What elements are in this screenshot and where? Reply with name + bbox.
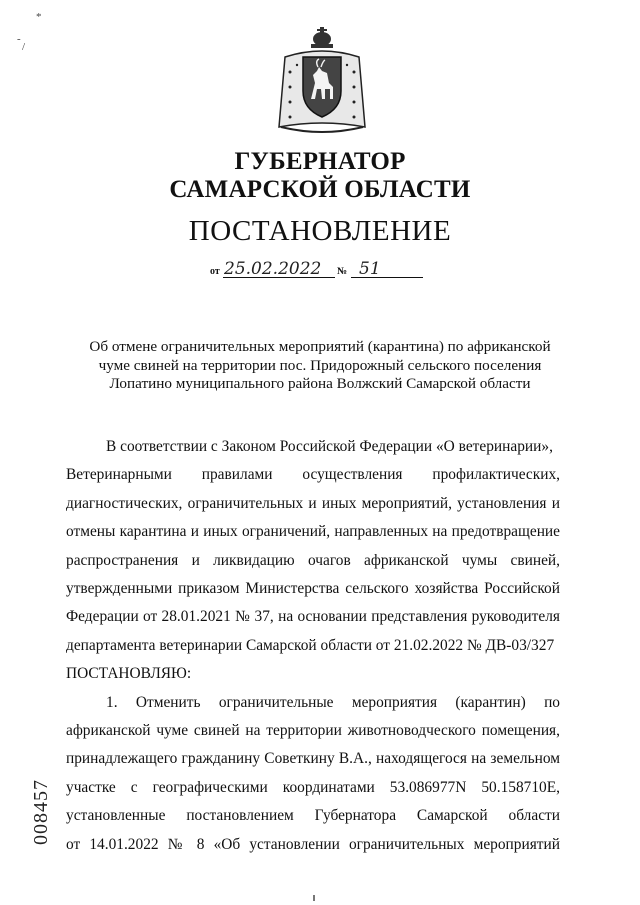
body-line: Федерации от 28.01.2021 № 37, на основании представления руководителя <box>66 608 560 626</box>
corner-mark: * <box>36 11 42 23</box>
date-value: 25.02.2022 <box>224 259 322 279</box>
corner-mark: - <box>17 33 21 45</box>
item-line: африканской чуме свиней на территории животноводческого помещения, <box>66 722 560 740</box>
document-body <box>66 433 560 859</box>
body-line: Ветеринарными правилами осуществления профилактических, <box>66 466 560 484</box>
item-line: установленные постановлением Губернатора Самарской области <box>66 807 560 825</box>
number-prefix: № <box>337 266 348 277</box>
item-line: 1. Отменить ограничительные мероприятия (карантин) по <box>106 693 560 711</box>
document-type: ПОСТАНОВЛЕНИЕ <box>188 215 452 247</box>
number-value: 51 <box>359 259 381 279</box>
item-line: участке с географическими координатами 53.086977N 50.158710E, <box>66 778 560 796</box>
authority-title-line1: ГУБЕРНАТОР <box>234 148 406 175</box>
bottom-mark <box>313 895 315 901</box>
samara-coat-of-arms-icon <box>275 27 369 137</box>
body-line: отмены карантина и иных ограничений, направленных на предотвращение <box>66 523 560 541</box>
item-line: от 14.01.2022 № 8 «Об установлении ограничительных мероприятий <box>66 835 560 853</box>
decree-word: ПОСТАНОВЛЯЮ: <box>66 665 192 683</box>
date-prefix: от <box>210 266 220 277</box>
body-line: департамента ветеринарии Самарской области от 21.02.2022 № ДВ-03/327 <box>66 636 555 654</box>
side-registration-number: 008457 <box>30 779 52 845</box>
date-number-line <box>206 258 436 282</box>
authority-title-line2: САМАРСКОЙ ОБЛАСТИ <box>169 176 471 203</box>
body-line: диагностических, ограничительных и иных мероприятий, установления и <box>66 494 560 512</box>
body-line: В соответствии с Законом Российской Федерации «О ветеринарии», <box>106 438 553 455</box>
item-line: принадлежащего гражданину Советкину В.А., находящегося на земельном <box>66 750 560 768</box>
body-line: утвержденными приказом Министерства сельского хозяйства Российской <box>66 580 560 598</box>
body-line: распространения и ликвидацию очагов африканской чумы свиней, <box>66 551 560 569</box>
document-subject: Об отмене ограничительных мероприятий (карантина) по африканской чуме свиней на территории пос. Придорожный сельского поселения Лопатино муниципального района Волжский Самарской области <box>89 338 551 392</box>
corner-mark: / <box>22 41 26 53</box>
